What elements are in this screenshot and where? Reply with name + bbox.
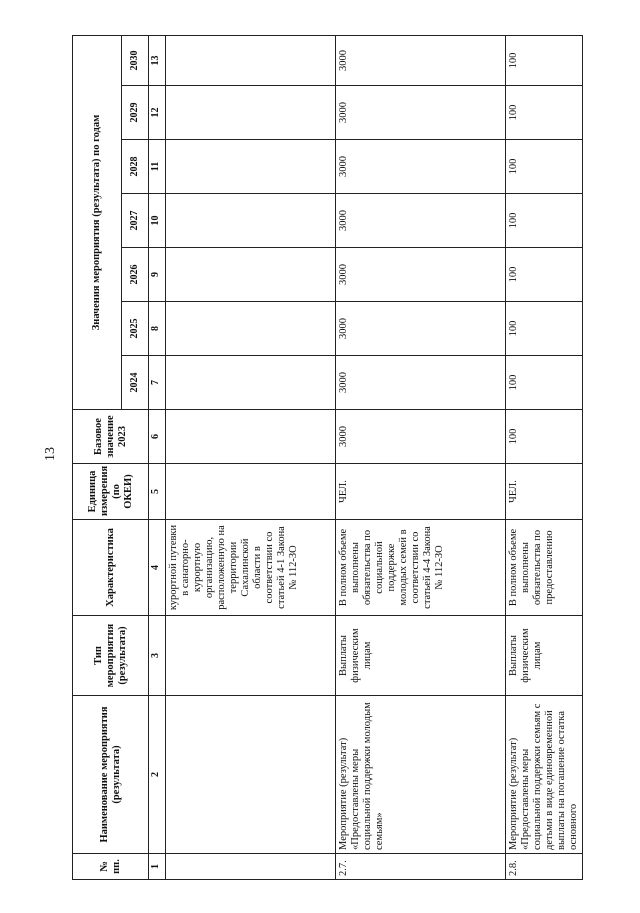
- header-year: 2030: [122, 35, 149, 85]
- column-number: 8: [149, 302, 166, 356]
- row-value: [166, 86, 336, 140]
- row-unit: [166, 464, 336, 520]
- rotated-page: [72, 0, 632, 880]
- row-characteristic: курортной путевки в санаторно-курортную организацию, расположенную на территории Сахалинской области в соответствии со статьей 4-1 Закона № 112-ЗО: [166, 520, 336, 616]
- row-type: [166, 616, 336, 696]
- header-characteristic: Характеристика: [73, 520, 149, 616]
- header-unit: Единица измерения (по ОКЕИ): [73, 464, 149, 520]
- column-number: 4: [149, 520, 166, 616]
- row-value: 100: [506, 86, 583, 140]
- header-year: 2024: [122, 356, 149, 410]
- header-year: 2026: [122, 248, 149, 302]
- row-base: 3000: [336, 410, 506, 464]
- row-value: 100: [506, 248, 583, 302]
- row-base: 100: [506, 410, 583, 464]
- column-number: 1: [149, 854, 166, 880]
- row-value: 3000: [336, 248, 506, 302]
- row-value: [166, 194, 336, 248]
- row-no: [166, 854, 336, 880]
- page-number: 13: [43, 447, 58, 461]
- row-name: Мероприятие (результат) «Предоставлены меры социальной поддержки молодым семьям»: [336, 696, 506, 854]
- table-row: [336, 35, 506, 879]
- row-name: Мероприятие (результат) «Предоставлены меры социальной поддержки семьям с детьми в виде единовременной выплаты на погашение остатка основного: [506, 696, 583, 854]
- header-year: 2029: [122, 86, 149, 140]
- row-unit: ЧЕЛ.: [336, 464, 506, 520]
- row-value: [166, 35, 336, 85]
- table-row: [506, 35, 583, 879]
- row-value: 3000: [336, 35, 506, 85]
- column-number: 3: [149, 616, 166, 696]
- column-number: 12: [149, 86, 166, 140]
- row-value: 3000: [336, 140, 506, 194]
- row-name: [166, 696, 336, 854]
- row-value: 100: [506, 356, 583, 410]
- row-value: [166, 302, 336, 356]
- header-no: № пп.: [73, 854, 149, 880]
- row-value: 3000: [336, 356, 506, 410]
- column-number: 5: [149, 464, 166, 520]
- column-number: 11: [149, 140, 166, 194]
- column-number: 2: [149, 696, 166, 854]
- row-type: Выплаты физическим лицам: [336, 616, 506, 696]
- row-type: Выплаты физическим лицам: [506, 616, 583, 696]
- column-number: 13: [149, 35, 166, 85]
- row-no: 2.8.: [506, 854, 583, 880]
- row-base: [166, 410, 336, 464]
- header-year: 2027: [122, 194, 149, 248]
- header-year: 2028: [122, 140, 149, 194]
- header-year: 2025: [122, 302, 149, 356]
- row-value: [166, 248, 336, 302]
- header-base: Базовое значение 2023: [73, 410, 149, 464]
- table-row: [166, 35, 336, 879]
- row-value: 100: [506, 140, 583, 194]
- header-type: Тип мероприятия (результата): [73, 616, 149, 696]
- row-value: 100: [506, 302, 583, 356]
- row-characteristic: В полном объеме выполнены обязательства по социальной поддержке молодых семей в соответствии со статьей 4-4 Закона № 112-ЗО: [336, 520, 506, 616]
- column-number: 10: [149, 194, 166, 248]
- row-no: 2.7.: [336, 854, 506, 880]
- row-value: 3000: [336, 194, 506, 248]
- row-characteristic: В полном объеме выполнены обязательства по предоставлению: [506, 520, 583, 616]
- column-number: 9: [149, 248, 166, 302]
- row-value: [166, 140, 336, 194]
- column-number: 6: [149, 410, 166, 464]
- row-value: 100: [506, 194, 583, 248]
- row-value: 3000: [336, 86, 506, 140]
- column-number: 7: [149, 356, 166, 410]
- row-unit: ЧЕЛ.: [506, 464, 583, 520]
- header-values: Значения мероприятия (результата) по годам: [73, 35, 122, 409]
- results-table: [72, 35, 583, 880]
- row-value: 3000: [336, 302, 506, 356]
- row-value: [166, 356, 336, 410]
- header-name: Наименование мероприятия (результата): [73, 696, 149, 854]
- row-value: 100: [506, 35, 583, 85]
